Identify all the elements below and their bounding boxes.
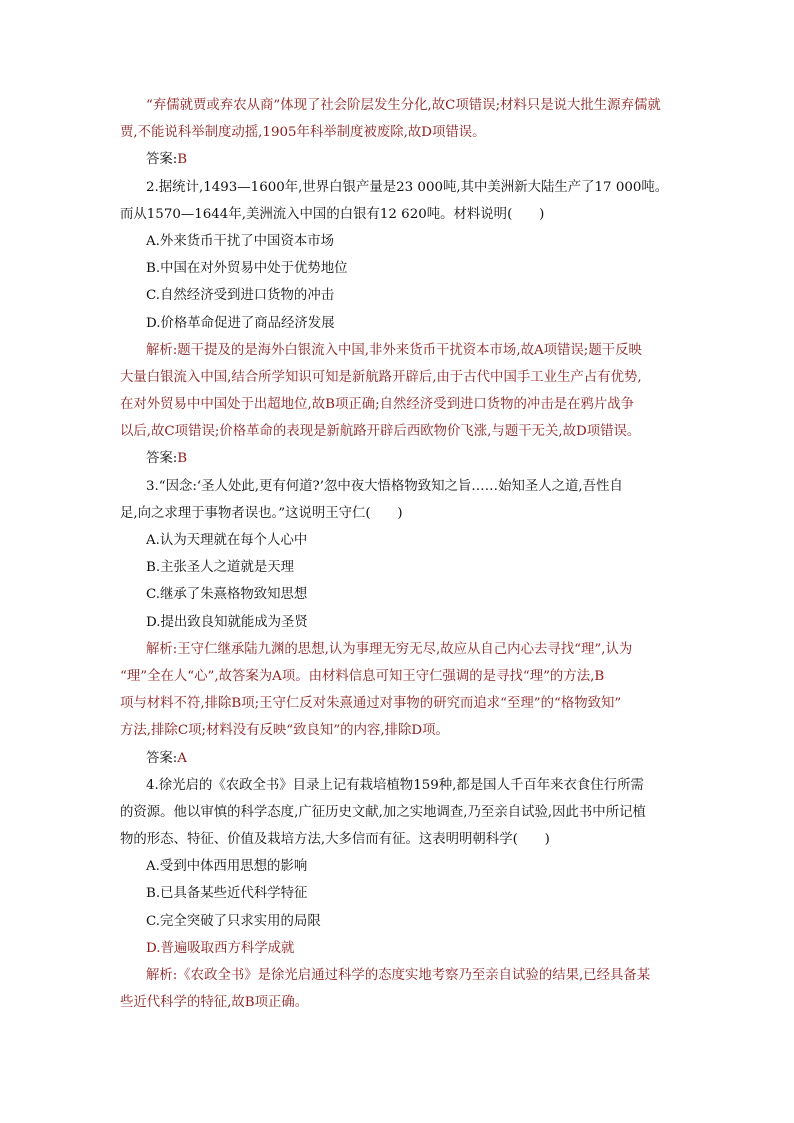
q4-analysis-line-2: 些近代科学的特征,故B项正确。	[120, 995, 309, 1011]
document-page	[120, 92, 680, 1016]
q3-analysis-line-3: 项与材料不符,排除B项;王守仁反对朱熹通过对事物的研究而追求“至理”的“格物致知”	[120, 696, 622, 712]
q4-option-a: A.受到中体西用思想的影响	[146, 859, 308, 875]
q4-stem-line-1: 4.徐光启的《农政全书》目录上记有栽培植物159种,都是国人千百年来衣食住行所需	[146, 777, 644, 793]
answer-1-label: 答案:	[146, 152, 178, 168]
q3-analysis-line-1: 解析:王守仁继承陆九渊的思想,认为事理无穷无尽,故应从自己内心去寻找“理”,认为	[146, 641, 633, 657]
q2-option-d: D.价格革命促进了商品经济发展	[146, 315, 335, 331]
q2-answer-label: 答案:	[146, 451, 178, 467]
q3-option-a: A.认为天理就在每个人心中	[146, 533, 308, 548]
q2-analysis-line-1: 解析:题干提及的是海外白银流入中国,非外来货币干扰资本市场,故A项错误;题干反映	[146, 342, 642, 358]
prev-analysis-line-2: 贾,不能说科举制度动摇,1905年科举制度被废除,故D项错误。	[120, 125, 486, 141]
q2-analysis-line-2: 大量白银流入中国,结合所学知识可知是新航路开辟后,由于古代中国手工业生产占有优势,	[120, 369, 642, 385]
q2-analysis-line-3: 在对外贸易中中国处于出超地位,故B项正确;自然经济受到进口货物的冲击是在鸦片战争	[120, 397, 635, 413]
q3-answer	[120, 745, 680, 772]
q4-option-d: D.普遍吸取西方科学成就	[146, 940, 295, 956]
q2-option-b: B.中国在对外贸易中处于优势地位	[146, 261, 348, 277]
answer-1-value: B	[177, 152, 188, 168]
q2-option-a: A.外来货币干扰了中国资本市场	[146, 233, 335, 249]
q4-stem-line-2: 的资源。他以审慎的科学态度,广征历史文献,加之实地调查,乃至亲自试验,因此书中所记植	[120, 804, 646, 820]
q2-answer-value: B	[177, 451, 188, 467]
q4-analysis-line-1: 解析:《农政全书》是徐光启通过科学的态度实地考察乃至亲自试验的结果,已经具备某	[146, 968, 651, 983]
q2-analysis-line-4: 以后,故C项错误;价格革命的表现是新航路开辟后西欧物价飞涨,与题干无关,故D项错误。	[120, 424, 641, 440]
q2-option-c: C.自然经济受到进口货物的冲击	[146, 288, 335, 304]
q2-stem-line-2: 而从1570—1644年,美洲流入中国的白银有12 620吨。材料说明( )	[120, 206, 545, 222]
prev-analysis-line-1: “弃儒就贾或弃农从商”体现了社会阶层发生分化,故C项错误;材料只是说大批生源弃儒就	[146, 98, 661, 113]
q4-option-b: B.已具备某些近代科学特征	[146, 886, 308, 902]
q3-stem-line-2: 足,向之求理于事物者误也。”这说明王守仁( )	[120, 505, 403, 521]
answer-1	[120, 146, 680, 173]
q4-option-c: C.完全突破了只求实用的局限	[146, 913, 321, 929]
q3-analysis-line-4: 方法,排除C项;材料没有反映“致良知”的内容,排除D项。	[120, 723, 449, 739]
q3-option-c: C.继承了朱熹格物致知思想	[146, 587, 308, 603]
q3-answer-value: A	[177, 750, 187, 766]
q2-answer	[120, 445, 680, 472]
q2-stem-line-1: 2.据统计,1493—1600年,世界白银产量是23 000吨,其中美洲新大陆生产了17 000吨。	[146, 179, 669, 195]
q3-option-b: B.主张圣人之道就是天理	[146, 560, 295, 576]
q3-analysis-line-2: “理”全在人“心”,故答案为A项。由材料信息可知王守仁强调的是寻找“理”的方法,B	[120, 668, 605, 684]
q4-stem-line-3: 物的形态、特征、价值及栽培方法,大多信而有征。这表明明朝科学( )	[120, 832, 550, 848]
q3-stem-line-1: 3.“因念:‘圣人处此,更有何道?’忽中夜大悟格物致知之旨……始知圣人之道,吾性自	[146, 478, 623, 494]
q3-answer-label: 答案:	[146, 750, 178, 766]
q3-option-d: D.提出致良知就能成为圣贤	[146, 614, 308, 630]
